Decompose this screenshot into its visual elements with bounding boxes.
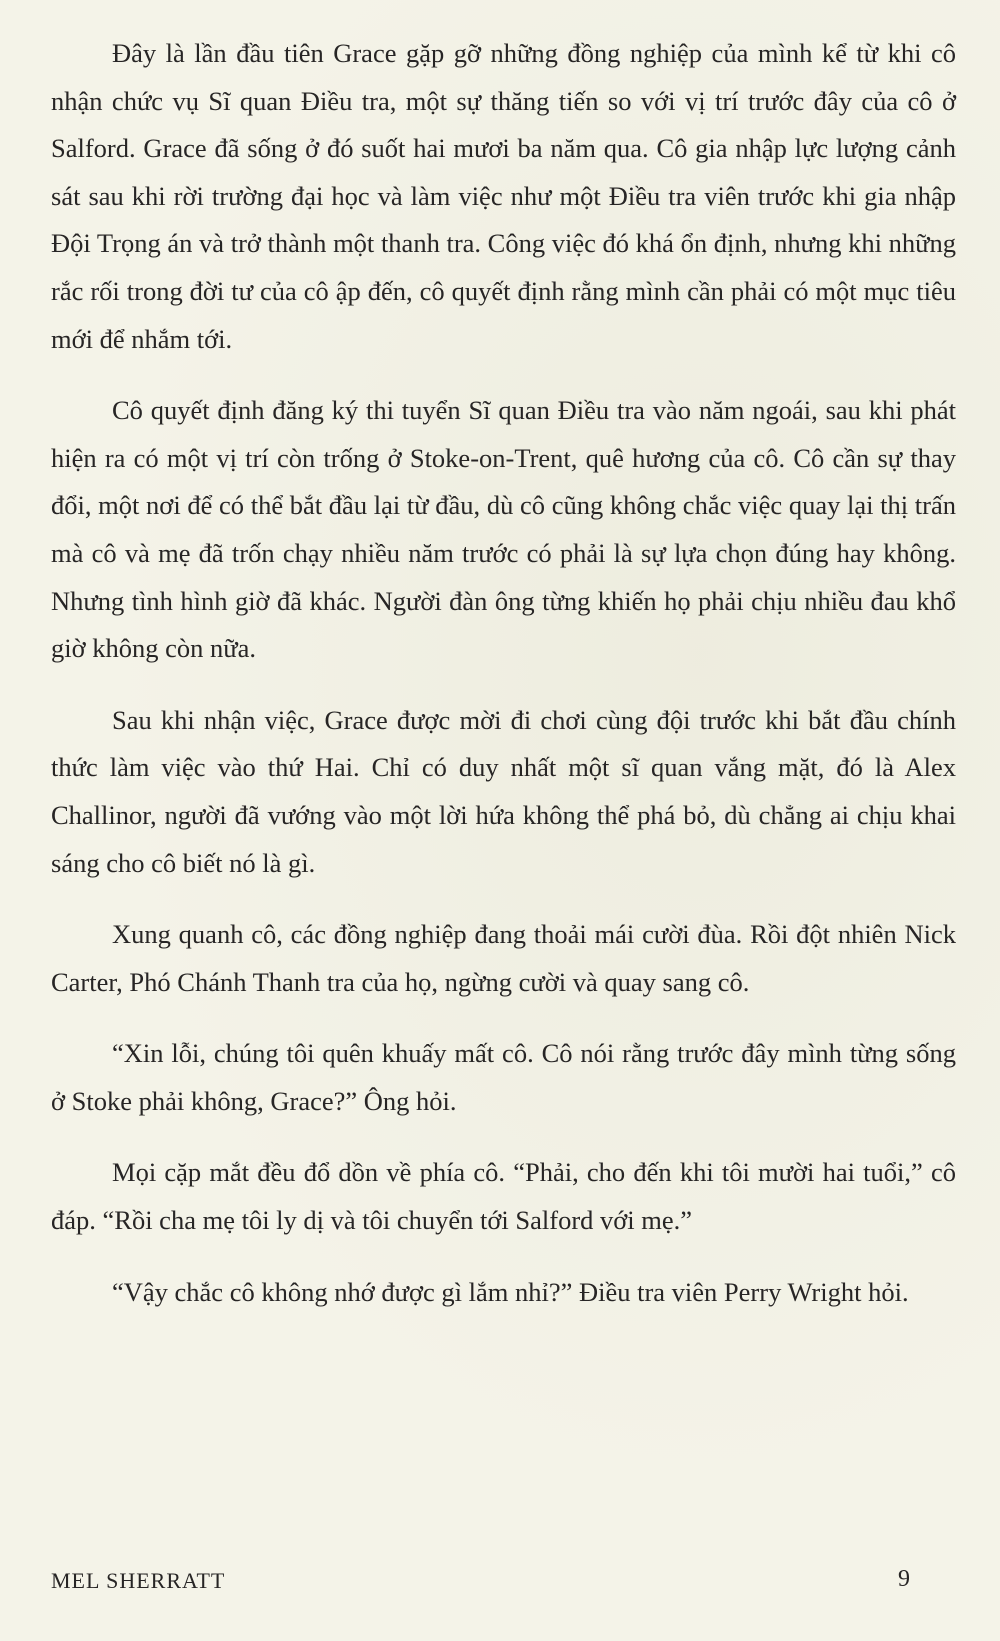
body-text [51,30,956,1316]
paragraph: Sau khi nhận việc, Grace được mời đi chơi cùng đội trước khi bắt đầu chính thức làm việc vào thứ Hai. Chỉ có duy nhất một sĩ quan vắng mặt, đó là Alex Challinor, người đã vướng vào một lời hứa không thể phá bỏ, dù chẳng ai chịu khai sáng cho cô biết nó là gì. [51,704,956,878]
page-footer [51,1568,956,1608]
paragraph: Cô quyết định đăng ký thi tuyển Sĩ quan Điều tra vào năm ngoái, sau khi phát hiện ra có một vị trí còn trống ở Stoke-on-Trent, quê hương của cô. Cô cần sự thay đổi, một nơi để có thể bắt đầu lại từ đầu, dù cô cũng không chắc việc quay lại thị trấn mà cô và mẹ đã trốn chạy nhiều năm trước có phải là sự lựa chọn đúng hay không. Nhưng tình hình giờ đã khác. Người đàn ông từng khiến họ phải chịu nhiều đau khổ giờ không còn nữa. [51,395,956,664]
paragraph: Đây là lần đầu tiên Grace gặp gỡ những đồng nghiệp của mình kể từ khi cô nhận chức vụ Sĩ quan Điều tra, một sự thăng tiến so với vị trí trước đây của cô ở Salford. Grace đã sống ở đó suốt hai mươi ba năm qua. Cô gia nhập lực lượng cảnh sát sau khi rời trường đại học và làm việc như một Điều tra viên trước khi gia nhập Đội Trọng án và trở thành một thanh tra. Công việc đó khá ổn định, nhưng khi những rắc rối trong đời tư của cô ập đến, cô quyết định rằng mình cần phải có một mục tiêu mới để nhắm tới. [51,38,956,354]
paragraph: “Vậy chắc cô không nhớ được gì lắm nhỉ?” Điều tra viên Perry Wright hỏi. [112,1276,909,1307]
paragraph: Xung quanh cô, các đồng nghiệp đang thoải mái cười đùa. Rồi đột nhiên Nick Carter, Phó Chánh Thanh tra của họ, ngừng cười và quay sang cô. [51,919,956,997]
paragraph: Mọi cặp mắt đều đổ dồn về phía cô. “Phải, cho đến khi tôi mười hai tuổi,” cô đáp. “Rồi cha mẹ tôi ly dị và tôi chuyển tới Salford với mẹ.” [51,1157,956,1236]
paragraph: “Xin lỗi, chúng tôi quên khuấy mất cô. Cô nói rằng trước đây mình từng sống ở Stoke phải không, Grace?” Ông hỏi. [51,1038,956,1116]
running-footer-author: MEL SHERRATT [51,1568,226,1593]
page-number: 9 [898,1566,910,1592]
